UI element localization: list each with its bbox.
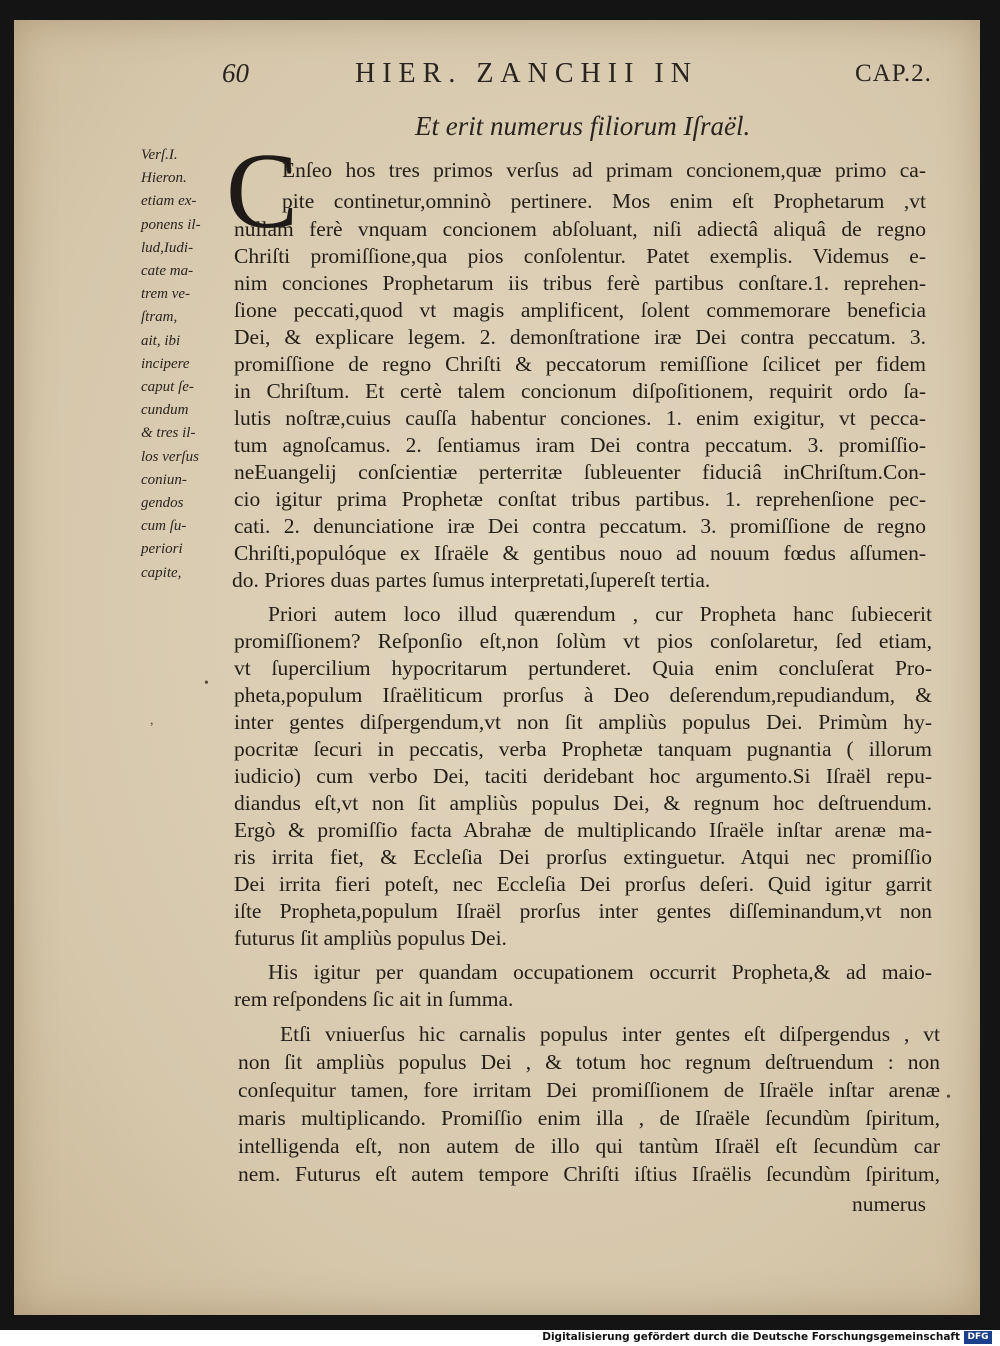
marginal-line: Hieron. bbox=[141, 170, 187, 187]
marginal-line: capite, bbox=[141, 564, 182, 581]
text-line: rem reſpondens ſic ait in ſumma. bbox=[234, 987, 514, 1011]
text-line: promiſſionem? Reſponſio eſt,non ſolùm vt pios conſolaretur, ſed etiam, bbox=[234, 629, 932, 653]
text-line: futurus ſit ampliùs populus Dei. bbox=[234, 926, 507, 950]
marginal-line: ponens il- bbox=[141, 216, 201, 233]
running-title: HIER. ZANCHII IN bbox=[355, 58, 698, 89]
text-line: pheta,populum Iſraëliticum prorſus à Deo deſerendum,repudiandum, & bbox=[234, 683, 932, 707]
drop-cap: C bbox=[226, 132, 299, 251]
text-line: pocritæ ſecuri in peccatis, verba Prophetæ tanquam pugnantia ( illorum bbox=[234, 737, 932, 761]
text-line: His igitur per quandam occupationem occurrit Propheta,& ad maio- bbox=[268, 960, 932, 984]
verse-heading: Et erit numerus filiorum Iſraël. bbox=[415, 111, 751, 141]
marginal-line: trem ve- bbox=[141, 286, 190, 303]
text-line: Enſeo hos tres primos verſus ad primam concionem,quæ primo ca- bbox=[282, 158, 926, 182]
text-line: in Chriſtum. Et certè talem concionum diſpoſitionem, requirit ordo ſa- bbox=[234, 379, 926, 403]
ink-mark: , bbox=[150, 713, 154, 728]
text-line: conſequitur tamen, fore irritam Dei promiſſionem de Iſraële inſtar arenæ bbox=[238, 1078, 940, 1102]
marginal-line: ait, ibi bbox=[141, 332, 181, 349]
marginal-note bbox=[141, 144, 227, 585]
text-line: nem. Futurus eſt autem tempore Chriſti iſtius Iſraëlis ſecundùm ſpiritum, bbox=[238, 1162, 940, 1186]
text-line: iſte Propheta,populum Iſraël prorſus inter gentes diſſeminandum,vt non bbox=[234, 899, 932, 923]
text-line: cio igitur prima Prophetæ conſtat tribus partibus. 1. reprehenſione pec- bbox=[234, 487, 926, 511]
text-line: iudicio) cum verbo Dei, taciti deridebant hoc argumento.Si Iſraël repu- bbox=[234, 764, 932, 788]
marginal-line: coniun- bbox=[141, 471, 187, 488]
marginal-line: cate ma- bbox=[141, 263, 194, 280]
text-line: Chriſti,populóque ex Iſraële & gentibus nouo ad nouum fœdus aſſumen- bbox=[234, 541, 926, 565]
text-line: neEuangelij conſcientiæ perterritæ ſubleuenter fiduciâ inChriſtum.Con- bbox=[234, 460, 926, 484]
marginal-line: cum ſu- bbox=[141, 518, 187, 535]
ink-dot: • bbox=[946, 1090, 951, 1105]
text-line: Dei, & explicare legem. 2. demonſtratione iræ Dei contra peccatum. 3. bbox=[234, 325, 926, 349]
digitization-credit: Digitalisierung gefördert durch die Deutsche Forschungsgemeinschaft bbox=[542, 1331, 960, 1343]
marginal-line: caput ſe- bbox=[141, 379, 194, 396]
text-line: nim conciones Prophetarum iis tribus ferè partibus conſtare.1. reprehen- bbox=[234, 271, 926, 295]
text-line: tum agnoſcamus. 2. ſentiamus iram Dei contra peccatum. 3. promiſſio- bbox=[234, 433, 926, 457]
text-line: intelligenda eſt, non autem de illo qui tantùm Iſraël eſt ſecundùm car bbox=[238, 1134, 940, 1158]
marginal-line: periori bbox=[141, 541, 183, 558]
catchword: numerus bbox=[852, 1192, 927, 1216]
marginal-line: & tres il- bbox=[141, 425, 196, 442]
text-line: ſione peccati,quod vt magis amplificent, ſolent commemorare beneficia bbox=[234, 298, 926, 322]
text-line: ris irrita fiet, & Eccleſia Dei prorſus extinguetur. Atqui nec promiſſio bbox=[234, 845, 932, 869]
text-line: diandus eſt,vt non ſit ampliùs populus Dei, & regnum hoc deſtruendum. bbox=[234, 791, 932, 815]
marginal-line: cundum bbox=[141, 402, 189, 419]
text-line: non ſit ampliùs populus Dei , & totum hoc regnum deſtruendum : non bbox=[238, 1050, 940, 1074]
text-line: Priori autem loco illud quærendum , cur Propheta hanc ſubiecerit bbox=[268, 602, 932, 626]
text-line: pite continetur,omninò pertinere. Mos enim eſt Prophetarum ,vt bbox=[282, 189, 926, 213]
text-line: nullam ferè vnquam concionem abſoluant, niſi adiectâ aliquâ de regno bbox=[234, 217, 926, 241]
chapter-label: CAP.2. bbox=[855, 60, 932, 87]
text-line: inter gentes diſpergendum,vt non ſit ampliùs populus Dei. Primùm hy- bbox=[234, 710, 932, 734]
text-line: vt ſupercilium hypocritarum pertunderet. Quia enim concluſerat Pro- bbox=[234, 656, 932, 680]
text-line: Chriſti promiſſione,qua pios conſolentur. Patet exemplis. Videmus e- bbox=[234, 244, 926, 268]
marginal-line: Verſ.I. bbox=[141, 147, 178, 163]
marginal-line: etiam ex- bbox=[141, 193, 197, 210]
text-line: Dei irrita fieri poteſt, nec Eccleſia Dei prorſus deſeri. Quid igitur garrit bbox=[234, 872, 932, 896]
text-line: Ergò & promiſſio facta Abrahæ de multiplicando Iſraële inſtar arenæ ma- bbox=[234, 818, 932, 842]
text-line: maris multiplicando. Promiſſio enim illa , de Iſraële ſecundùm ſpiritum, bbox=[238, 1106, 940, 1130]
dfg-logo: DFG bbox=[964, 1331, 992, 1344]
text-line: lutis noſtræ,cuius cauſſa habentur conciones. 1. enim exigitur, vt pecca- bbox=[234, 406, 926, 430]
text-line: do. Priores duas partes ſumus interpretati,ſupereſt tertia. bbox=[232, 568, 711, 592]
marginal-line: incipere bbox=[141, 355, 190, 372]
page-number: 60 bbox=[222, 58, 249, 88]
text-line: cati. 2. denunciatione iræ Dei contra peccatum. 3. promiſſione de regno bbox=[234, 514, 926, 538]
ink-dot: • bbox=[204, 676, 209, 691]
marginal-line: los verſus bbox=[141, 448, 199, 465]
text-line: promiſſione de regno Chriſti & peccatorum remiſſione ſcilicet per fidem bbox=[234, 352, 926, 376]
marginal-line: lud,Iudi- bbox=[141, 239, 194, 256]
marginal-line: ſtram, bbox=[141, 309, 178, 326]
text-line: Etſi vniuerſus hic carnalis populus inter gentes eſt diſpergendus , vt bbox=[280, 1022, 940, 1046]
marginal-line: gendos bbox=[141, 495, 184, 512]
